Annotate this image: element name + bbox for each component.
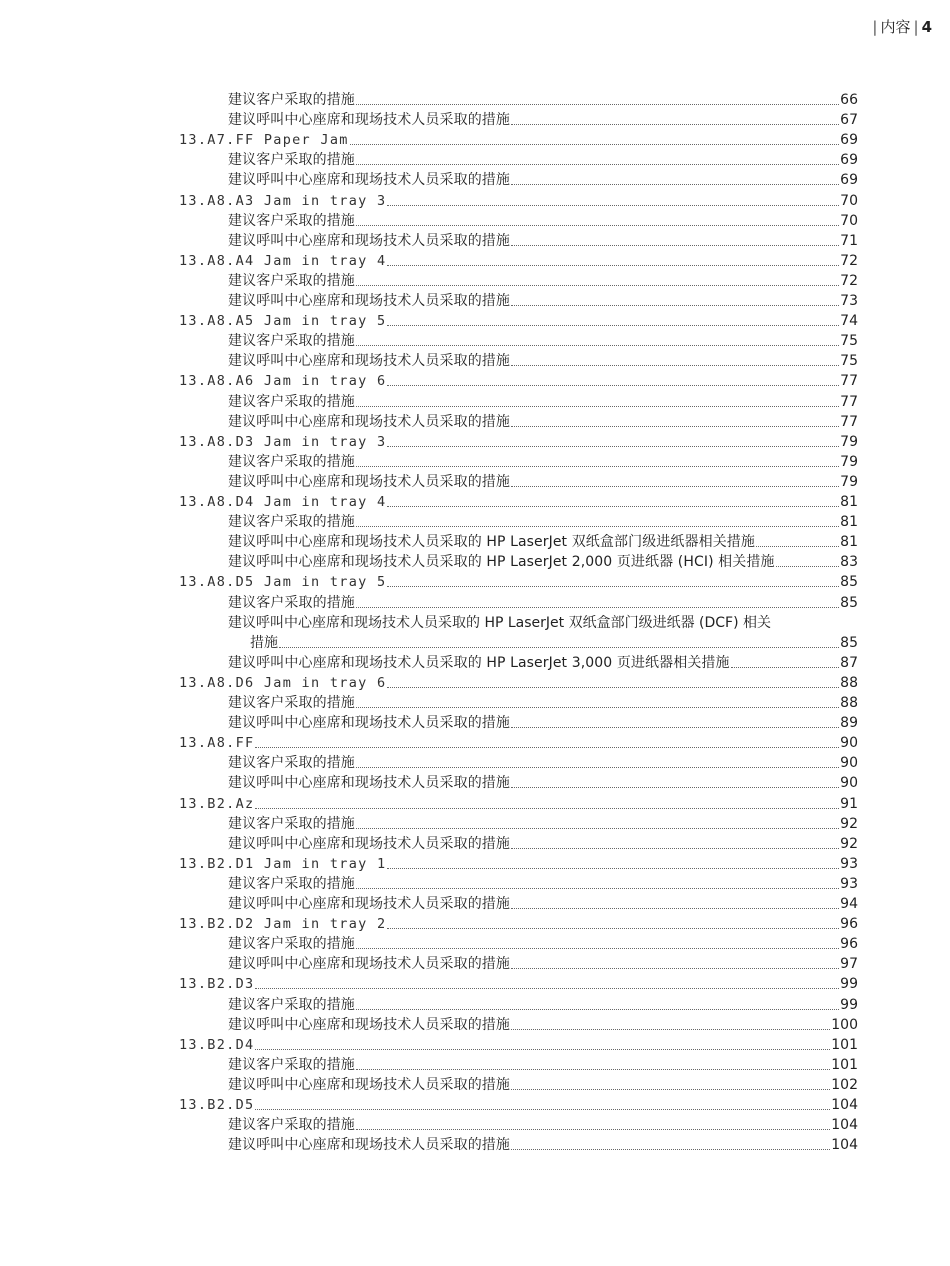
toc-entry-page-number[interactable]: 100 <box>831 1016 858 1033</box>
toc-entry-page-number[interactable]: 67 <box>840 112 858 129</box>
toc-entry-line[interactable] <box>228 271 858 291</box>
toc-entry-page-number[interactable]: 104 <box>831 1117 858 1134</box>
toc-entry[interactable] <box>0 593 950 613</box>
toc-entry-title[interactable]: 建议呼叫中心座席和现场技术人员采取的措施 <box>228 172 510 189</box>
toc-entry-page-number[interactable]: 90 <box>840 755 858 772</box>
toc-entry-line[interactable] <box>228 90 858 110</box>
toc-entry-title[interactable]: 建议呼叫中心座席和现场技术人员采取的 HP LaserJet 双纸盒部门级进纸器 (DCF) 相关 <box>228 614 772 631</box>
toc-entry-page-number[interactable]: 99 <box>840 976 858 993</box>
toc-entry-page-number[interactable]: 91 <box>840 795 858 812</box>
dot-leader <box>511 967 839 969</box>
toc-entry-line[interactable] <box>228 231 858 251</box>
toc-entry-line[interactable] <box>228 934 858 954</box>
toc-entry-title[interactable]: 建议客户采取的措施 <box>228 936 355 953</box>
toc-entry[interactable] <box>0 693 950 713</box>
toc-entry-page-number[interactable]: 85 <box>840 594 858 611</box>
toc-entry-title[interactable]: 建议呼叫中心座席和现场技术人员采取的 HP LaserJet 2,000 页进纸器 (HCI) 相关措施 <box>228 554 775 571</box>
dot-leader <box>356 405 839 407</box>
toc-entry-line[interactable] <box>228 1055 858 1075</box>
dot-leader <box>356 163 839 165</box>
toc-entry-page-number[interactable]: 93 <box>840 855 858 872</box>
toc-entry-title[interactable]: 13.B2.D4 <box>179 1036 255 1053</box>
toc-entry-title[interactable]: 建议客户采取的措施 <box>228 152 355 169</box>
toc-entry-line[interactable] <box>228 653 858 673</box>
toc-entry-line[interactable] <box>179 311 858 331</box>
toc-entry-title[interactable]: 13.B2.D5 <box>179 1097 255 1113</box>
toc-entry-title[interactable]: 建议客户采取的措施 <box>228 393 355 410</box>
toc-entry[interactable] <box>0 995 950 1015</box>
dot-leader <box>731 666 840 668</box>
toc-entry[interactable] <box>0 673 950 693</box>
toc-entry-title[interactable]: 建议呼叫中心座席和现场技术人员采取的措施 <box>228 775 510 792</box>
toc-entry-title[interactable]: 建议呼叫中心座席和现场技术人员采取的措施 <box>228 293 510 309</box>
toc-entry-line[interactable] <box>179 854 858 874</box>
toc-entry-title[interactable]: 13.A8.D4 Jam in tray 4 <box>179 494 387 510</box>
toc-entry-title[interactable]: 建议客户采取的措施 <box>228 453 355 470</box>
dot-leader <box>356 103 839 105</box>
toc-entry-title[interactable]: 建议呼叫中心座席和现场技术人员采取的措施 <box>228 232 510 249</box>
dot-leader <box>511 244 839 246</box>
dot-leader <box>356 344 839 346</box>
toc-entry-page-number[interactable]: 73 <box>840 293 858 309</box>
toc-entry-line[interactable] <box>228 1015 858 1035</box>
toc-entry-title[interactable]: 建议客户采取的措施 <box>228 1056 355 1073</box>
header-page-number: 4 <box>921 18 932 36</box>
dot-leader <box>776 565 840 567</box>
toc-entry[interactable] <box>0 472 950 492</box>
toc-entry-title[interactable]: 13.A8.D6 Jam in tray 6 <box>179 674 387 691</box>
toc-entry[interactable] <box>0 492 950 512</box>
dot-leader <box>350 143 839 145</box>
toc-entry-page-number[interactable]: 83 <box>840 554 858 571</box>
toc-entry-title[interactable]: 建议呼叫中心座席和现场技术人员采取的措施 <box>228 1016 510 1033</box>
toc-entry-title[interactable]: 措施 <box>250 634 278 651</box>
toc-entry[interactable] <box>0 814 950 834</box>
dot-leader <box>511 304 839 306</box>
toc-entry-page-number[interactable]: 70 <box>840 212 858 229</box>
toc-entry[interactable] <box>0 532 950 552</box>
toc-entry-page-number[interactable]: 69 <box>840 172 858 189</box>
toc-entry-page-number[interactable]: 85 <box>840 574 858 591</box>
toc-entry-line[interactable] <box>228 170 858 190</box>
toc-entry[interactable] <box>0 954 950 974</box>
toc-entry-line[interactable] <box>179 1095 858 1115</box>
toc-entry-page-number[interactable]: 79 <box>840 433 858 450</box>
toc-entry-line[interactable] <box>228 472 858 492</box>
toc-entry[interactable] <box>0 512 950 532</box>
toc-entry-line[interactable] <box>228 593 858 613</box>
dot-leader <box>511 485 839 487</box>
toc-entry-page-number[interactable]: 75 <box>840 353 858 370</box>
toc-entry-line[interactable] <box>228 211 858 231</box>
toc-entry-title[interactable]: 建议客户采取的措施 <box>228 92 355 108</box>
page-header <box>869 16 932 37</box>
toc-entry-title[interactable]: 13.A7.FF Paper Jam <box>179 132 349 149</box>
toc-entry-page-number[interactable]: 90 <box>840 775 858 792</box>
dot-leader <box>356 1128 830 1130</box>
toc-entry-page-number[interactable]: 81 <box>840 514 858 531</box>
toc-entry[interactable] <box>0 452 950 472</box>
toc-entry-line[interactable] <box>228 331 858 351</box>
toc-entry-line[interactable] <box>179 733 858 753</box>
toc-entry-line[interactable] <box>228 150 858 170</box>
toc-entry-title[interactable]: 建议呼叫中心座席和现场技术人员采取的 HP LaserJet 双纸盒部门级进纸器相关措施 <box>228 534 755 551</box>
toc-entry-title[interactable]: 建议客户采取的措施 <box>228 333 355 350</box>
dot-leader <box>356 525 839 527</box>
toc-entry-page-number[interactable]: 104 <box>831 1097 858 1113</box>
dot-leader <box>387 445 839 447</box>
toc-entry-title[interactable]: 建议客户采取的措施 <box>228 996 355 1013</box>
dot-leader <box>511 1088 830 1090</box>
dot-leader <box>756 545 839 547</box>
toc-entry[interactable] <box>0 874 950 894</box>
toc-entry-title[interactable]: 建议客户采取的措施 <box>228 1117 355 1134</box>
toc-entry[interactable] <box>0 1135 950 1155</box>
toc-entry[interactable] <box>0 191 950 211</box>
toc-entry-line[interactable] <box>179 914 858 934</box>
toc-entry-line[interactable] <box>179 251 858 271</box>
dot-leader <box>356 706 839 708</box>
toc-entry-line[interactable] <box>228 291 858 311</box>
dot-leader <box>511 907 839 909</box>
toc-entry-title[interactable]: 建议呼叫中心座席和现场技术人员采取的措施 <box>228 112 510 129</box>
toc-entry-line[interactable] <box>228 552 858 572</box>
toc-entry-page-number[interactable]: 79 <box>840 473 858 490</box>
toc-entry-page-number[interactable]: 97 <box>840 956 858 973</box>
toc-entry-page-number[interactable]: 92 <box>840 835 858 852</box>
toc-entry[interactable] <box>0 392 950 412</box>
toc-entry-page-number[interactable]: 81 <box>840 534 858 551</box>
toc-entry-title[interactable]: 建议客户采取的措施 <box>228 695 355 711</box>
toc-entry-line[interactable] <box>179 371 858 391</box>
toc-entry[interactable] <box>0 613 950 633</box>
toc-entry[interactable] <box>0 713 950 733</box>
header-separator: | <box>872 18 878 36</box>
toc-entry-page-number[interactable]: 99 <box>840 996 858 1013</box>
toc-entry-line[interactable] <box>228 452 858 472</box>
dot-leader <box>356 1008 839 1010</box>
dot-leader <box>387 204 839 206</box>
toc-entry-page-number[interactable]: 101 <box>831 1036 858 1053</box>
toc-entry-line[interactable] <box>228 412 858 432</box>
toc-entry-page-number[interactable]: 69 <box>840 132 858 149</box>
toc-entry-title[interactable]: 建议呼叫中心座席和现场技术人员采取的措施 <box>228 473 510 490</box>
toc-entry-title[interactable]: 建议呼叫中心座席和现场技术人员采取的措施 <box>228 1076 510 1093</box>
toc-entry-page-number[interactable]: 96 <box>840 916 858 933</box>
toc-entry-page-number[interactable]: 101 <box>831 1056 858 1073</box>
toc-entry-line[interactable] <box>228 713 858 733</box>
toc-entry-page-number[interactable]: 90 <box>840 735 858 752</box>
toc-entry[interactable] <box>0 914 950 934</box>
toc-entry-page-number[interactable]: 77 <box>840 393 858 410</box>
toc-entry-line[interactable] <box>179 191 858 211</box>
toc-entry-page-number[interactable]: 92 <box>840 815 858 832</box>
toc-entry-line[interactable] <box>228 814 858 834</box>
toc-entry-line[interactable] <box>179 432 858 452</box>
toc-entry[interactable] <box>0 794 950 814</box>
toc-entry-title[interactable]: 建议呼叫中心座席和现场技术人员采取的措施 <box>228 715 510 732</box>
toc-entry-page-number[interactable]: 94 <box>840 896 858 912</box>
dot-leader <box>387 927 839 929</box>
toc-entry-line[interactable] <box>179 572 858 592</box>
dot-leader <box>255 1048 830 1050</box>
toc-entry-page-number[interactable]: 72 <box>840 272 858 289</box>
dot-leader <box>356 827 839 829</box>
toc-entry[interactable] <box>0 211 950 231</box>
dot-leader <box>387 686 839 688</box>
toc-entry-line[interactable] <box>179 974 858 994</box>
toc-entry[interactable] <box>0 251 950 271</box>
dot-leader <box>387 264 839 266</box>
dot-leader <box>255 746 839 748</box>
toc-entry-line[interactable] <box>228 1075 858 1095</box>
toc-entry-title[interactable]: 建议呼叫中心座席和现场技术人员采取的措施 <box>228 835 510 852</box>
toc-entry-line[interactable] <box>228 773 858 793</box>
toc-entry-line[interactable] <box>179 794 858 814</box>
toc-entry-title[interactable]: 13.B2.D2 Jam in tray 2 <box>179 916 387 933</box>
toc-entry-page-number[interactable]: 77 <box>840 373 858 390</box>
toc-entry-title[interactable]: 建议呼叫中心座席和现场技术人员采取的措施 <box>228 956 510 973</box>
toc-entry-line[interactable] <box>179 492 858 512</box>
dot-leader <box>511 123 839 125</box>
toc-entry-page-number[interactable]: 77 <box>840 413 858 430</box>
toc-entry-page-number[interactable]: 102 <box>831 1076 858 1093</box>
dot-leader <box>255 807 839 809</box>
toc-entry-page-number[interactable]: 89 <box>840 715 858 732</box>
toc-entry-line[interactable] <box>250 633 858 653</box>
toc-entry-title[interactable]: 13.A8.FF <box>179 735 255 752</box>
toc-entry-title[interactable]: 建议客户采取的措施 <box>228 815 355 832</box>
toc-entry-line[interactable] <box>228 1115 858 1135</box>
toc-entry-title[interactable]: 建议客户采取的措施 <box>228 212 355 229</box>
toc-entry-line[interactable] <box>228 110 858 130</box>
toc-entry-title[interactable]: 建议客户采取的措施 <box>228 514 355 531</box>
toc-entry[interactable] <box>0 1095 950 1115</box>
toc-entry-title[interactable]: 建议呼叫中心座席和现场技术人员采取的措施 <box>228 896 510 912</box>
toc-entry-page-number[interactable]: 66 <box>840 92 858 108</box>
toc-entry[interactable] <box>0 150 950 170</box>
toc-entry-title[interactable]: 13.A8.A6 Jam in tray 6 <box>179 373 387 390</box>
dot-leader <box>356 284 839 286</box>
toc-entry-page-number[interactable]: 93 <box>840 875 858 892</box>
dot-leader <box>387 324 839 326</box>
dot-leader <box>255 1108 830 1110</box>
toc-entry-title[interactable]: 13.A8.D3 Jam in tray 3 <box>179 433 387 450</box>
toc-entry[interactable] <box>0 1055 950 1075</box>
toc-entry-line[interactable] <box>179 130 858 150</box>
toc-entry[interactable] <box>0 733 950 753</box>
toc-entry-title[interactable]: 13.A8.A5 Jam in tray 5 <box>179 313 387 330</box>
toc-entry-title[interactable]: 建议客户采取的措施 <box>228 594 355 611</box>
toc-entry-line[interactable] <box>228 954 858 974</box>
toc-entry[interactable] <box>0 753 950 773</box>
dot-leader <box>356 465 839 467</box>
toc-entry-page-number[interactable]: 96 <box>840 936 858 953</box>
toc-entry[interactable] <box>0 432 950 452</box>
header-section-label: 内容 <box>880 18 911 36</box>
toc-entry-title[interactable]: 13.B2.D3 <box>179 976 255 993</box>
dot-leader <box>387 384 839 386</box>
dot-leader <box>356 606 839 608</box>
toc-entry-title[interactable]: 建议呼叫中心座席和现场技术人员采取的措施 <box>228 353 510 370</box>
toc-entry[interactable] <box>0 934 950 954</box>
toc-entry[interactable] <box>0 773 950 793</box>
toc-entry-line[interactable] <box>228 351 858 371</box>
toc-entry-page-number[interactable]: 75 <box>840 333 858 350</box>
dot-leader <box>511 1148 830 1150</box>
toc-entry-page-number[interactable]: 74 <box>840 313 858 330</box>
toc-entry[interactable] <box>0 231 950 251</box>
dot-leader <box>511 1028 830 1030</box>
toc-entry[interactable] <box>0 1075 950 1095</box>
toc-entry-page-number[interactable]: 71 <box>840 232 858 249</box>
toc-entry[interactable] <box>0 572 950 592</box>
toc-entry[interactable] <box>0 130 950 150</box>
toc-entry-title[interactable]: 建议客户采取的措施 <box>228 272 355 289</box>
toc-entry-title[interactable]: 13.A8.D5 Jam in tray 5 <box>179 574 387 591</box>
dot-leader <box>511 786 839 788</box>
toc-entry[interactable] <box>0 170 950 190</box>
toc-entry-page-number[interactable]: 79 <box>840 453 858 470</box>
toc-entry[interactable] <box>0 1115 950 1135</box>
toc-entry-title[interactable]: 13.B2.D1 Jam in tray 1 <box>179 855 387 872</box>
dot-leader <box>356 766 839 768</box>
toc-entry-page-number[interactable]: 88 <box>840 674 858 691</box>
toc-entry[interactable] <box>0 331 950 351</box>
toc-entry-title[interactable]: 建议呼叫中心座席和现场技术人员采取的措施 <box>228 1137 510 1154</box>
toc-entry-title[interactable]: 建议客户采取的措施 <box>228 875 355 892</box>
toc-entry-line[interactable] <box>179 1035 858 1055</box>
toc-entry[interactable] <box>0 894 950 914</box>
toc-entry-page-number[interactable]: 81 <box>840 494 858 510</box>
toc-entry[interactable] <box>0 311 950 331</box>
toc-entry-page-number[interactable]: 69 <box>840 152 858 169</box>
toc-entry[interactable] <box>0 653 950 673</box>
toc-entry-page-number[interactable]: 72 <box>840 252 858 269</box>
toc-entry-page-number[interactable]: 85 <box>840 634 858 651</box>
dot-leader <box>356 947 839 949</box>
toc-entry[interactable] <box>0 633 950 653</box>
dot-leader <box>387 867 839 869</box>
toc-entry[interactable] <box>0 291 950 311</box>
toc-entry[interactable] <box>0 351 950 371</box>
toc-entry-line[interactable] <box>228 995 858 1015</box>
toc-entry-title[interactable]: 建议客户采取的措施 <box>228 755 355 772</box>
toc-entry[interactable] <box>0 1015 950 1035</box>
toc-entry[interactable] <box>0 371 950 391</box>
toc-entry-line[interactable] <box>228 874 858 894</box>
toc-entry[interactable] <box>0 834 950 854</box>
toc-entry[interactable] <box>0 854 950 874</box>
toc-entry-line[interactable] <box>228 1135 858 1155</box>
dot-leader <box>511 425 839 427</box>
toc-entry[interactable] <box>0 110 950 130</box>
dot-leader <box>511 183 839 185</box>
toc-entry[interactable] <box>0 552 950 572</box>
dot-leader <box>279 646 839 648</box>
toc-entry-title[interactable]: 13.B2.Az <box>179 795 255 812</box>
dot-leader <box>387 505 839 507</box>
toc-entry-title[interactable]: 建议呼叫中心座席和现场技术人员采取的 HP LaserJet 3,000 页进纸器相关措施 <box>228 654 730 671</box>
toc-entry-title[interactable]: 13.A8.A4 Jam in tray 4 <box>179 252 387 269</box>
toc-entry-page-number[interactable]: 104 <box>831 1137 858 1154</box>
toc-entry[interactable] <box>0 412 950 432</box>
dot-leader <box>387 585 839 587</box>
toc-entry-line[interactable] <box>228 753 858 773</box>
toc-entry-line[interactable] <box>228 894 858 914</box>
toc-entry-title[interactable]: 建议呼叫中心座席和现场技术人员采取的措施 <box>228 413 510 430</box>
dot-leader <box>356 224 839 226</box>
header-separator: | <box>913 18 919 36</box>
toc-entry[interactable] <box>0 1035 950 1055</box>
dot-leader <box>511 726 839 728</box>
toc-entry-line[interactable] <box>228 834 858 854</box>
dot-leader <box>255 987 839 989</box>
toc-entry-line[interactable] <box>228 693 858 713</box>
toc-entry-page-number[interactable]: 88 <box>840 695 858 711</box>
dot-leader <box>511 364 839 366</box>
dot-leader <box>356 1068 830 1070</box>
toc-entry-line[interactable] <box>228 532 858 552</box>
toc-entry-line[interactable] <box>228 392 858 412</box>
toc-entry[interactable] <box>0 271 950 291</box>
toc-entry-line[interactable] <box>228 512 858 532</box>
dot-leader <box>356 887 839 889</box>
toc-entry-page-number[interactable]: 87 <box>840 654 858 671</box>
toc-entry-page-number[interactable]: 70 <box>840 192 858 209</box>
toc-entry[interactable] <box>0 90 950 110</box>
toc-entry-line[interactable] <box>179 673 858 693</box>
toc-entry[interactable] <box>0 974 950 994</box>
toc-entry-title[interactable]: 13.A8.A3 Jam in tray 3 <box>179 192 387 209</box>
dot-leader <box>511 847 839 849</box>
